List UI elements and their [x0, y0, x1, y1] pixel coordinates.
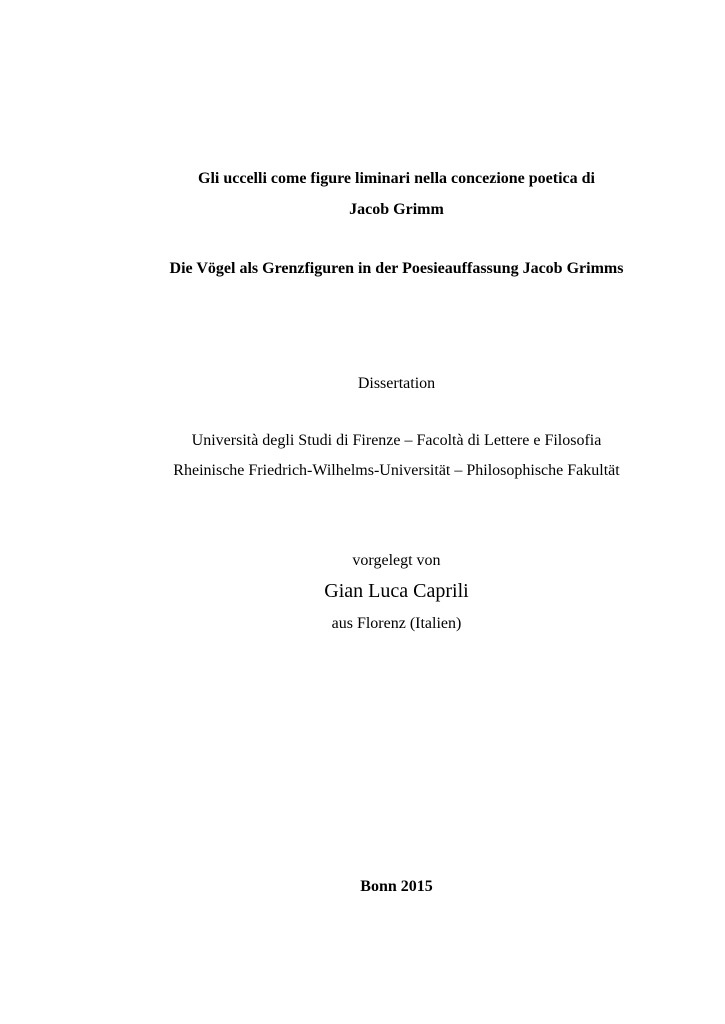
german-title: Die Vögel als Grenzfiguren in der Poesieauffassung Jacob Grimms — [169, 260, 624, 277]
place-and-year: Bonn 2015 — [360, 878, 433, 895]
presented-by-label: vorgelegt von — [352, 552, 441, 569]
italian-title-line-2: Jacob Grimm — [349, 201, 444, 218]
university-bonn: Rheinische Friedrich-Wilhelms-Universität – Philosophische Fakultät — [173, 462, 620, 479]
italian-title-line-1: Gli uccelli come figure liminari nella concezione poetica di — [198, 170, 595, 187]
document-type: Dissertation — [357, 375, 436, 392]
author-name: Gian Luca Caprili — [324, 580, 469, 602]
university-florence: Università degli Studi di Firenze – Facoltà di Lettere e Filosofia — [191, 432, 602, 449]
author-origin: aus Florenz (Italien) — [331, 615, 462, 632]
